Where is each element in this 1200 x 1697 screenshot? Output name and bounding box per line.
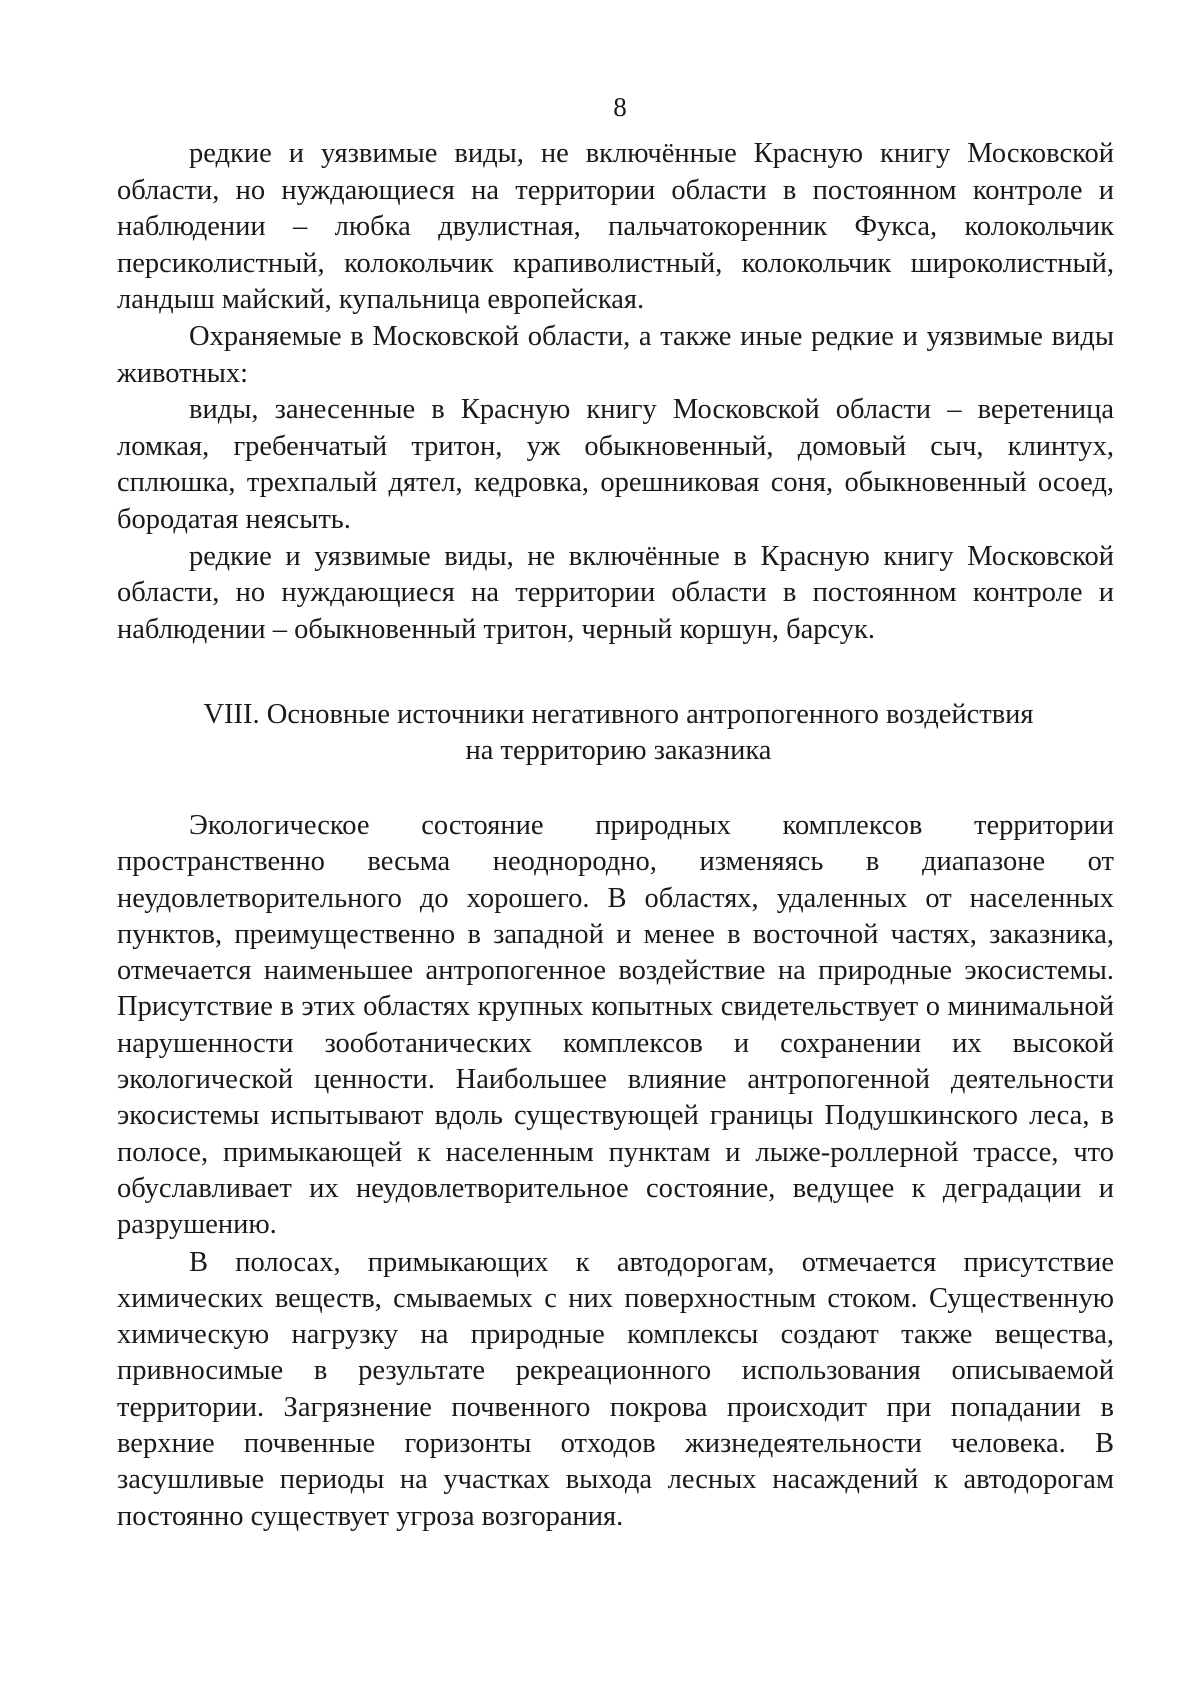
section-heading-line-2: на территорию заказника [465,735,772,766]
paragraph-red-book-animals: виды, занесенные в Красную книгу Московской области – веретеница ломкая, гребенчатый тритон, уж обыкновенный, домовый сыч, клинтух, сплюшка, трехпалый дятел, кедровка, орешниковая соня, обыкновенный осоед, бородатая неясыть. [117,394,1114,535]
species-lists-section [117,136,1114,648]
paragraph-road-pollution: В полосах, примыкающих к автодорогам, отмечается присутствие химических веществ, смываемых с них поверхностным стоком. Существенную химическую нагрузку на природные комплексы создают также вещества, привносимые в результате рекреационного использования описываемой территории. Загрязнение почвенного покрова происходит при попадании в верхние почвенные горизонты отходов жизнедеятельности человека. В засушливые периоды на участках выхода лесных насаждений к автодорогам постоянно существует угроза возгорания. [117,1246,1114,1532]
paragraph-protected-animals-intro: Охраняемые в Московской области, а также иные редкие и уязвимые виды животных: [117,320,1114,389]
paragraph-rare-plants: редкие и уязвимые виды, не включённые Красную книгу Московской области, но нуждающиеся на территории области в постоянном контроле и наблюдении – любка двулистная, пальчатокоренник Фукса, колокольчик персиколистный, колокольчик крапиволистный, колокольчик широколистный, ландыш майский, купальница европейская. [117,138,1114,316]
section-heading [117,697,1120,769]
section-heading-line-1: VIII. Основные источники негативного антропогенного воздействия [203,699,1034,730]
negative-impact-section [117,808,1114,1535]
paragraph-rare-animals: редкие и уязвимые виды, не включённые в Красную книгу Московской области, но нуждающиеся на территории области в постоянном контроле и наблюдении – обыкновенный тритон, черный коршун, барсук. [117,540,1114,645]
paragraph-ecological-state: Экологическое состояние природных комплексов территории пространственно весьма неоднородно, изменяясь в диапазоне от неудовлетворительного до хорошего. В областях, удаленных от населенных пунктов, преимущественно в западной и менее в восточной частях, заказника, отмечается наименьшее антропогенное воздействие на природные экосистемы. Присутствие в этих областях крупных копытных свидетельствует о минимальной нарушенности зооботанических комплексов и сохранении их высокой экологической ценности. Наибольшее влияние антропогенной деятельности экосистемы испытывают вдоль существующей границы Подушкинского леса, в полосе, примыкающей к населенным пунктам и лыже-роллерной трассе, что обуславливает их неудовлетворительное состояние, ведущее к деградации и разрушению. [117,810,1114,1241]
page-number: 8 [613,92,627,122]
